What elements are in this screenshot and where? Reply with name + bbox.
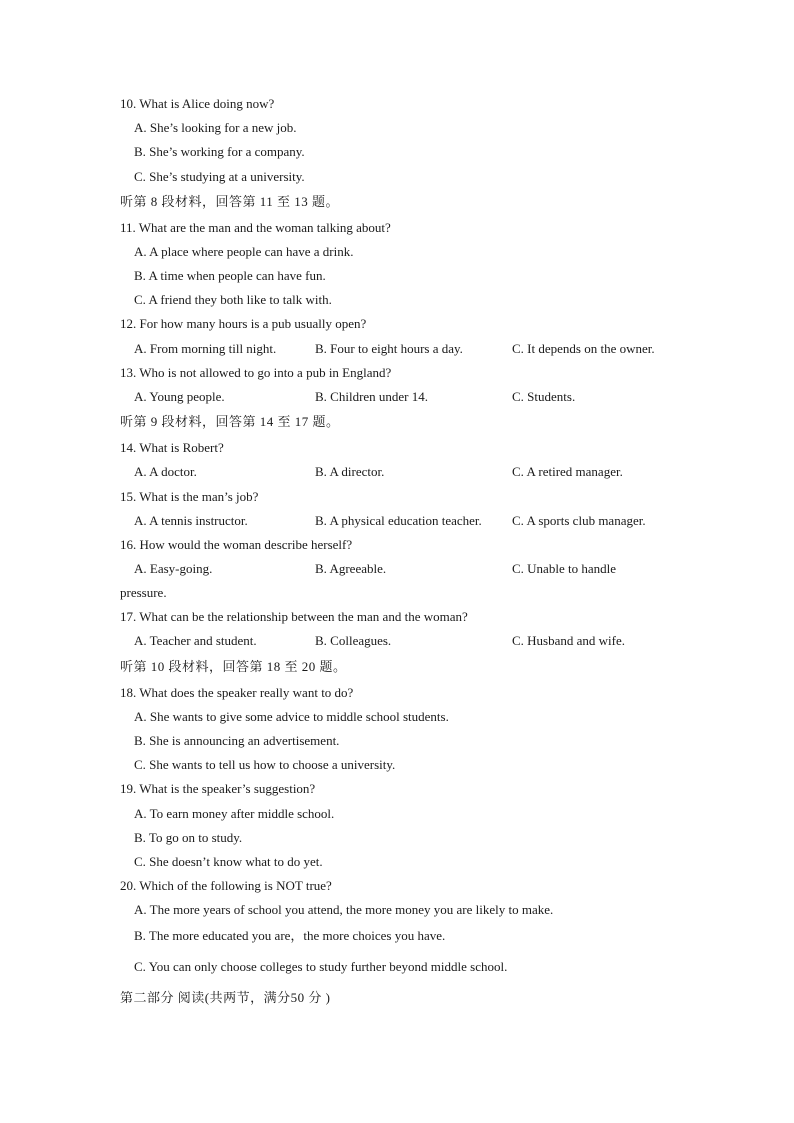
option-15c: C. A sports club manager. <box>512 513 646 528</box>
option-11b: B. A time when people can have fun. <box>134 268 326 283</box>
option-11a: A. A place where people can have a drink. <box>134 244 354 259</box>
option-13b: B. Children under 14. <box>315 389 429 404</box>
section-heading-8: 听第 8 段材料，回答第 11 至 13 题。 <box>120 194 340 209</box>
option-16b: B. Agreeable. <box>315 561 387 576</box>
option-16a: A. Easy-going. <box>134 561 213 576</box>
option-19a: A. To earn money after middle school. <box>134 806 335 821</box>
question-14: 14. What is Robert? <box>120 440 224 455</box>
question-15: 15. What is the man’s job? <box>120 489 259 504</box>
option-20a: A. The more years of school you attend, the more money you are likely to make. <box>134 902 554 917</box>
option-16c: C. Unable to handle <box>512 561 616 576</box>
option-12b: B. Four to eight hours a day. <box>315 341 463 356</box>
option-10b: B. She’s working for a company. <box>134 144 305 159</box>
option-16c-wrap: pressure. <box>120 585 167 600</box>
option-14a: A. A doctor. <box>134 464 197 479</box>
option-18a: A. She wants to give some advice to middle school students. <box>134 709 449 724</box>
option-17c: C. Husband and wife. <box>512 633 626 648</box>
option-20b: B. The more educated you are，the more choices you have. <box>134 928 446 943</box>
question-12: 12. For how many hours is a pub usually open? <box>120 316 367 331</box>
option-18c: C. She wants to tell us how to choose a university. <box>134 757 396 772</box>
option-19b: B. To go on to study. <box>134 830 243 845</box>
option-10a: A. She’s looking for a new job. <box>134 120 297 135</box>
question-13: 13. Who is not allowed to go into a pub in England? <box>120 365 392 380</box>
section-heading-9: 听第 9 段材料，回答第 14 至 17 题。 <box>120 414 340 429</box>
option-15b: B. A physical education teacher. <box>315 513 482 528</box>
option-20c: C. You can only choose colleges to study further beyond middle school. <box>134 959 508 974</box>
option-14b: B. A director. <box>315 464 385 479</box>
option-15a: A. A tennis instructor. <box>134 513 248 528</box>
question-18: 18. What does the speaker really want to do? <box>120 685 354 700</box>
question-19: 19. What is the speaker’s suggestion? <box>120 781 316 796</box>
question-16: 16. How would the woman describe herself? <box>120 537 353 552</box>
question-11: 11. What are the man and the woman talking about? <box>120 220 391 235</box>
option-14c: C. A retired manager. <box>512 464 623 479</box>
option-12c: C. It depends on the owner. <box>512 341 655 356</box>
part-two-heading: 第二部分 阅读(共两节，满分50 分 ) <box>120 990 331 1005</box>
option-12a: A. From morning till night. <box>134 341 277 356</box>
question-10: 10. What is Alice doing now? <box>120 96 275 111</box>
option-10c: C. She’s studying at a university. <box>134 169 305 184</box>
option-17a: A. Teacher and student. <box>134 633 257 648</box>
section-heading-10: 听第 10 段材料，回答第 18 至 20 题。 <box>120 659 347 674</box>
option-13c: C. Students. <box>512 389 576 404</box>
option-13a: A. Young people. <box>134 389 225 404</box>
option-17b: B. Colleagues. <box>315 633 392 648</box>
option-19c: C. She doesn’t know what to do yet. <box>134 854 323 869</box>
question-20: 20. Which of the following is NOT true? <box>120 878 332 893</box>
option-11c: C. A friend they both like to talk with. <box>134 292 332 307</box>
option-18b: B. She is announcing an advertisement. <box>134 733 340 748</box>
question-17: 17. What can be the relationship between the man and the woman? <box>120 609 468 624</box>
